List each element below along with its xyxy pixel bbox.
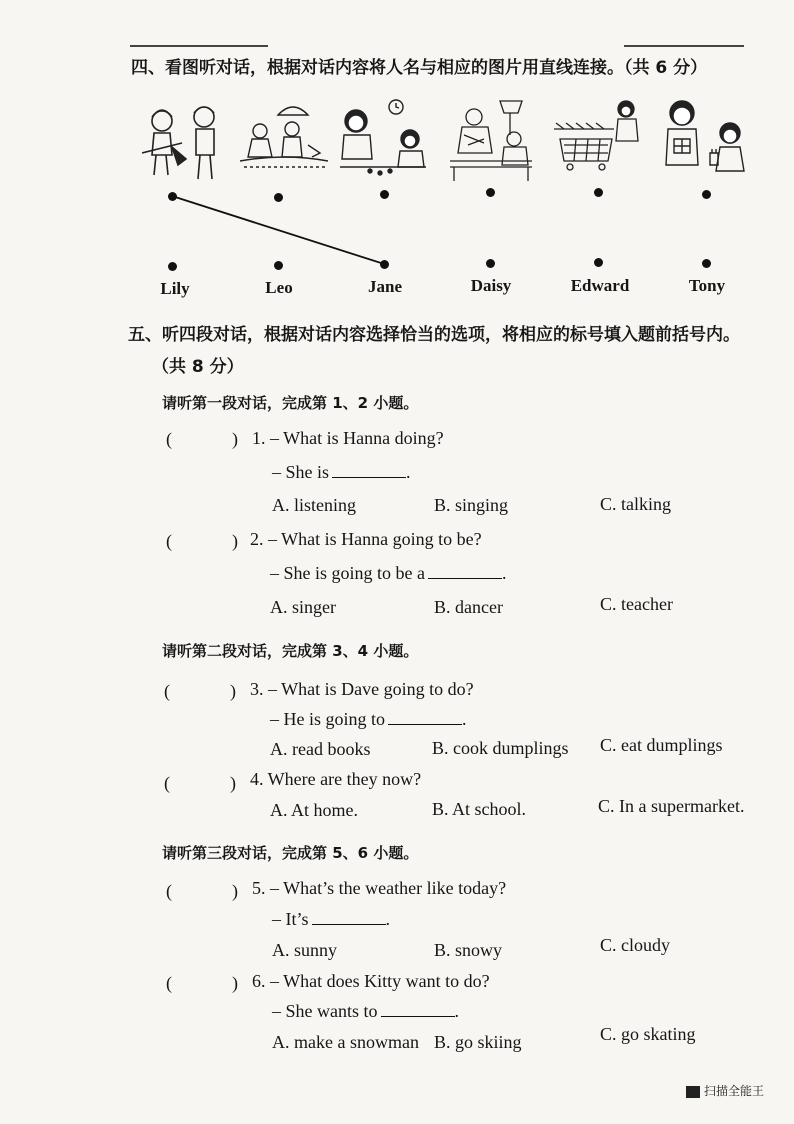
dialogue-3-instruction: 请听第三段对话，完成第 5、6 小题。 xyxy=(162,844,419,862)
answer-suffix-5: . xyxy=(385,909,391,929)
question-5: 5. – What’s the weather like today? xyxy=(252,878,507,898)
option-1a: A. listening xyxy=(272,495,356,515)
fill-blank-3[interactable] xyxy=(388,710,462,725)
answer-suffix-3: . xyxy=(462,709,467,729)
option-4a: A. At home. xyxy=(270,800,358,820)
answer-suffix-6: . xyxy=(454,1001,459,1021)
picture-dot-2[interactable] xyxy=(274,193,283,202)
answer-paren-close-4: ) xyxy=(230,773,236,793)
picture-dot-1[interactable] xyxy=(168,192,177,201)
answer-prefix-5: – It’s xyxy=(272,909,309,929)
picture-dot-6[interactable] xyxy=(702,190,711,199)
answer-prefix-1: – She is xyxy=(272,462,330,482)
example-match-line xyxy=(0,0,794,300)
option-4c: C. In a supermarket. xyxy=(598,796,745,816)
scanner-watermark-text: 扫描全能王 xyxy=(704,1084,765,1098)
name-dot-jane[interactable] xyxy=(380,260,389,269)
answer-paren-open-2: ( xyxy=(166,531,172,551)
answer-slot-2[interactable] xyxy=(176,531,228,553)
question-4: 4. Where are they now? xyxy=(250,769,422,789)
answer-paren-open-3: ( xyxy=(164,681,170,701)
option-3b: B. cook dumplings xyxy=(432,738,569,758)
name-tony: Tony xyxy=(688,276,726,295)
answer-slot-5[interactable] xyxy=(176,881,228,903)
question-6: 6. – What does Kitty want to do? xyxy=(252,971,490,991)
answer-paren-open-1: ( xyxy=(166,429,172,449)
scanner-watermark xyxy=(686,1082,764,1099)
answer-paren-close-6: ) xyxy=(232,973,238,993)
name-dot-daisy[interactable] xyxy=(486,259,495,268)
option-2b: B. dancer xyxy=(434,597,503,617)
option-6c: C. go skating xyxy=(600,1024,696,1044)
option-5b: B. snowy xyxy=(434,940,503,960)
question-3: 3. – What is Dave going to do? xyxy=(250,679,474,699)
answer-paren-open-5: ( xyxy=(166,881,172,901)
dialogue-1-instruction: 请听第一段对话，完成第 1、2 小题。 xyxy=(162,394,419,412)
picture-dot-3[interactable] xyxy=(380,190,389,199)
question-1: 1. – What is Hanna doing? xyxy=(252,428,444,448)
option-4b: B. At school. xyxy=(432,799,527,819)
answer-paren-close-5: ) xyxy=(232,881,238,901)
picture-dot-4[interactable] xyxy=(486,188,495,197)
name-dot-tony[interactable] xyxy=(702,259,711,268)
answer-slot-6[interactable] xyxy=(176,973,228,995)
answer-paren-close-1: ) xyxy=(232,429,238,449)
scanner-logo-icon xyxy=(686,1086,700,1098)
answer-paren-open-4: ( xyxy=(164,773,170,793)
answer-suffix-1: . xyxy=(406,462,411,482)
name-dot-leo[interactable] xyxy=(274,261,283,270)
fill-blank-5[interactable] xyxy=(312,910,386,925)
dialogue-2-instruction: 请听第二段对话，完成第 3、4 小题。 xyxy=(162,642,419,660)
answer-line-2 xyxy=(270,563,507,584)
option-6b: B. go skiing xyxy=(434,1032,522,1052)
fill-blank-2[interactable] xyxy=(428,564,502,579)
section-5-title: 五、听四段对话，根据对话内容选择恰当的选项，将相应的标号填入题前括号内。 xyxy=(128,325,740,345)
name-daisy: Daisy xyxy=(470,276,512,295)
option-6a: A. make a snowman xyxy=(272,1032,419,1052)
question-2: 2. – What is Hanna going to be? xyxy=(250,529,482,549)
option-3a: A. read books xyxy=(270,739,371,759)
name-jane: Jane xyxy=(368,277,402,296)
answer-line-3 xyxy=(270,709,467,730)
name-lily: Lily xyxy=(160,279,190,298)
option-1b: B. singing xyxy=(434,495,509,515)
answer-paren-open-6: ( xyxy=(166,973,172,993)
answer-paren-close-2: ) xyxy=(232,531,238,551)
answer-prefix-2: – She is going to be a xyxy=(270,563,425,583)
section-4-title: 四、看图听对话，根据对话内容将人名与相应的图片用直线连接。（共 6 分） xyxy=(131,58,708,78)
option-2a: A. singer xyxy=(270,597,336,617)
answer-line-5 xyxy=(272,909,390,930)
picture-dot-5[interactable] xyxy=(594,188,603,197)
section-5-points: （共 8 分） xyxy=(152,357,244,377)
name-dot-lily[interactable] xyxy=(168,262,177,271)
fill-blank-1[interactable] xyxy=(332,463,406,478)
answer-paren-close-3: ) xyxy=(230,681,236,701)
answer-slot-3[interactable] xyxy=(174,681,226,703)
option-2c: C. teacher xyxy=(600,594,673,614)
answer-slot-4[interactable] xyxy=(174,773,226,795)
option-3c: C. eat dumplings xyxy=(600,735,723,755)
answer-suffix-2: . xyxy=(502,563,507,583)
answer-prefix-6: – She wants to xyxy=(272,1001,378,1021)
option-5a: A. sunny xyxy=(272,940,338,960)
option-5c: C. cloudy xyxy=(600,935,670,955)
answer-slot-1[interactable] xyxy=(176,429,228,451)
fill-blank-6[interactable] xyxy=(381,1002,455,1017)
name-leo: Leo xyxy=(265,278,293,297)
option-1c: C. talking xyxy=(600,494,671,514)
name-edward: Edward xyxy=(570,276,630,295)
name-dot-edward[interactable] xyxy=(594,258,603,267)
answer-line-1 xyxy=(272,462,411,483)
answer-prefix-3: – He is going to xyxy=(270,709,385,729)
answer-line-6 xyxy=(272,1001,459,1022)
